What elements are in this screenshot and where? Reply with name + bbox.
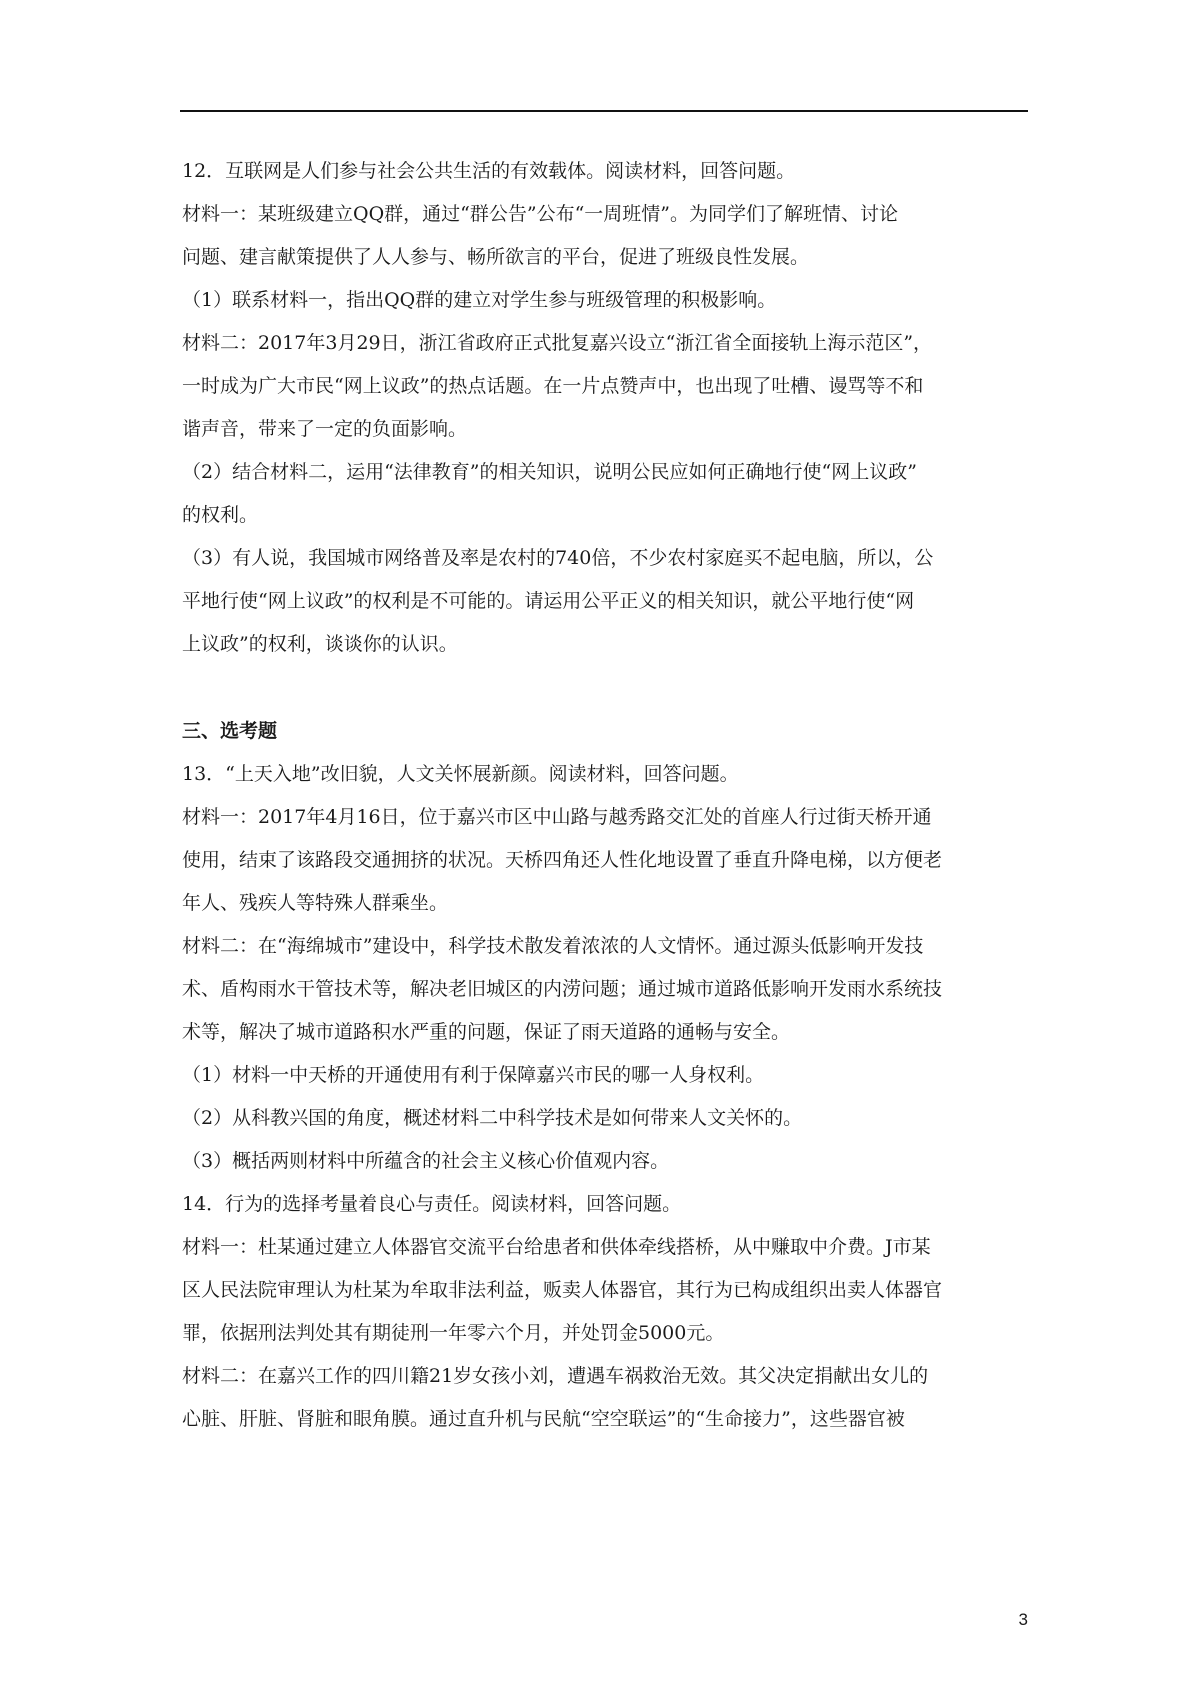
q12-stem: 12．互联网是人们参与社会公共生活的有效载体。阅读材料，回答问题。	[182, 160, 796, 182]
section-gap	[182, 666, 1028, 710]
q13-material2-line: 材料二：在“海绵城市”建设中，科学技术散发着浓浓的人文情怀。通过源头低影响开发技	[182, 935, 924, 957]
header-rule	[180, 110, 1028, 112]
q13-material1-line: 使用，结束了该路段交通拥挤的状况。天桥四角还人性化地设置了垂直升降电梯，以方便老	[182, 849, 943, 871]
q12-material2-line: 材料二：2017年3月29日，浙江省政府正式批复嘉兴设立“浙江省全面接轨上海示范区”，	[182, 332, 933, 354]
page-content	[182, 150, 1028, 1441]
q13-material1-line: 年人、残疾人等特殊人群乘坐。	[182, 892, 449, 914]
q13-sub1: （1）材料一中天桥的开通使用有利于保障嘉兴市民的哪一人身权利。	[182, 1064, 765, 1086]
q12-sub2-line: （2）结合材料二，运用“法律教育”的相关知识，说明公民应如何正确地行使“网上议政”	[182, 461, 917, 483]
q13-sub2: （2）从科教兴国的角度，概述材料二中科学技术是如何带来人文关怀的。	[182, 1107, 803, 1129]
q13-sub3: （3）概括两则材料中所蕴含的社会主义核心价值观内容。	[182, 1150, 670, 1172]
q12-material2-line: 谐声音，带来了一定的负面影响。	[182, 418, 468, 440]
q14-material2-line: 材料二：在嘉兴工作的四川籍21岁女孩小刘，遭遇车祸救治无效。其父决定捐献出女儿的	[182, 1365, 929, 1387]
q12-sub1: （1）联系材料一，指出QQ群的建立对学生参与班级管理的积极影响。	[182, 289, 777, 311]
q14-stem: 14．行为的选择考量着良心与责任。阅读材料，回答问题。	[182, 1193, 682, 1215]
q14-material1-line: 区人民法院审理认为杜某为牟取非法利益，贩卖人体器官，其行为已构成组织出卖人体器官	[182, 1279, 943, 1301]
q12-sub3-line: （3）有人说，我国城市网络普及率是农村的740倍，不少农村家庭买不起电脑，所以，公	[182, 547, 934, 569]
q12-sub3-line: 平地行使“网上议政”的权利是不可能的。请运用公平正义的相关知识，就公平地行使“网	[182, 590, 915, 612]
section-heading: 三、选考题	[182, 720, 278, 742]
q14-material1-line: 材料一：杜某通过建立人体器官交流平台给患者和供体牵线搭桥，从中赚取中介费。J市某	[182, 1236, 931, 1258]
q12-material1-line: 问题、建言献策提供了人人参与、畅所欲言的平台，促进了班级良性发展。	[182, 246, 810, 268]
page-number: 3	[1018, 1610, 1028, 1629]
q13-stem: 13．“上天入地”改旧貌，人文关怀展新颜。阅读材料，回答问题。	[182, 763, 739, 785]
q14-material2-line: 心脏、肝脏、肾脏和眼角膜。通过直升机与民航“空空联运”的“生命接力”，这些器官被	[182, 1408, 905, 1430]
q12-sub3-line: 上议政”的权利，谈谈你的认识。	[182, 633, 458, 655]
q12-sub2-line: 的权利。	[182, 504, 259, 526]
q12-material1-line: 材料一：某班级建立QQ群，通过“群公告”公布“一周班情”。为同学们了解班情、讨论	[182, 203, 899, 225]
q13-material2-line: 术等，解决了城市道路积水严重的问题，保证了雨天道路的通畅与安全。	[182, 1021, 791, 1043]
q13-material2-line: 术、盾构雨水干管技术等，解决老旧城区的内涝问题；通过城市道路低影响开发雨水系统技	[182, 978, 943, 1000]
q12-material2-line: 一时成为广大市民“网上议政”的热点话题。在一片点赞声中，也出现了吐槽、谩骂等不和	[182, 375, 924, 397]
q14-material1-line: 罪，依据刑法判处其有期徒刑一年零六个月，并处罚金5000元。	[182, 1322, 725, 1344]
q13-material1-line: 材料一：2017年4月16日，位于嘉兴市区中山路与越秀路交汇处的首座人行过街天桥开通	[182, 806, 932, 828]
